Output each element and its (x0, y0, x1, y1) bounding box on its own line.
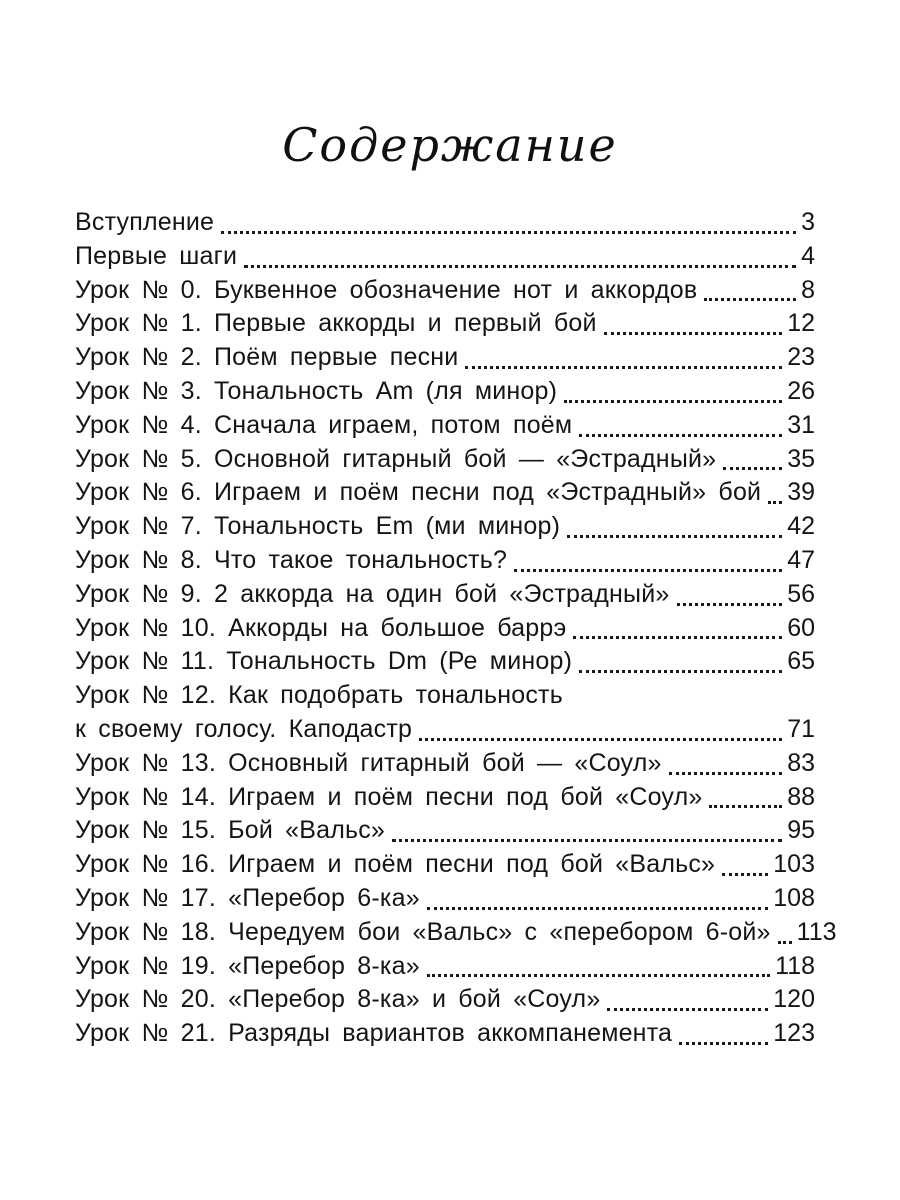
page-title: Содержание (282, 118, 618, 172)
toc-entry (75, 409, 815, 443)
toc-entry (75, 679, 815, 713)
dotted-leader (427, 882, 768, 916)
toc-entry-page-number: 123 (773, 1019, 815, 1048)
toc-entry (75, 375, 815, 409)
toc-entry (75, 443, 815, 477)
toc-entry (75, 612, 815, 646)
toc-entry-page-number: 12 (787, 309, 815, 338)
toc-entry (75, 476, 815, 510)
toc-entry-page-number: 3 (801, 208, 815, 236)
toc-entry-page-number: 31 (787, 410, 815, 439)
toc-entry-page-number: 47 (787, 545, 815, 574)
toc-entry-label: Урок № 8. Что такое тональность? (75, 545, 508, 574)
toc-entry (75, 950, 815, 984)
toc-entry-page-number: 8 (801, 275, 815, 304)
toc-entry-page-number: 26 (787, 376, 815, 405)
dotted-leader (244, 240, 796, 274)
toc-entry-page-number: 56 (787, 579, 815, 608)
toc-entry (75, 274, 815, 308)
toc-entry (75, 882, 815, 916)
toc-entry-page-number: 23 (787, 343, 815, 372)
dotted-leader (722, 848, 768, 882)
toc-entry-page-number: 4 (801, 241, 815, 270)
toc-entry (75, 747, 815, 781)
toc-entry-page-number: 42 (787, 512, 815, 541)
dotted-leader (465, 341, 782, 375)
toc-entry (75, 240, 815, 274)
dotted-leader (579, 409, 782, 443)
toc-entry-page-number: 103 (773, 850, 815, 879)
toc-entry-label: Урок № 4. Сначала играем, потом поём (75, 410, 573, 439)
dotted-leader (704, 274, 796, 308)
toc-entry (75, 510, 815, 544)
toc-entry-label: Урок № 9. 2 аккорда на один бой «Эстрадный» (75, 579, 670, 608)
toc-entry-page-number: 88 (787, 782, 815, 811)
toc-entry-page-number: 113 (796, 917, 837, 946)
toc-entry-label: Урок № 5. Основной гитарный бой — «Эстрадный» (75, 444, 717, 473)
dotted-leader (419, 713, 782, 747)
toc-entry-label: Урок № 11. Тональность Dm (Ре минор) (75, 647, 573, 676)
dotted-leader (679, 1017, 768, 1051)
toc-entry-page-number: 108 (773, 883, 815, 912)
toc-entry-label: Урок № 18. Чередуем бои «Вальс» с «перебором 6-ой» (75, 917, 771, 946)
dotted-leader (514, 544, 782, 578)
toc-entry-label: Урок № 15. Бой «Вальс» (75, 816, 386, 845)
dotted-leader (573, 612, 782, 646)
toc-entry-label: Первые шаги (75, 241, 238, 270)
dotted-leader (607, 983, 768, 1017)
toc-entry-page-number: 71 (787, 714, 815, 743)
toc-entry-label: Урок № 2. Поём первые песни (75, 343, 459, 372)
toc-entry-label: Урок № 14. Играем и поём песни под бой «Соул» (75, 782, 703, 811)
dotted-leader (579, 645, 782, 679)
toc-entry (75, 848, 815, 882)
toc-entry-label: Урок № 17. «Перебор 6-ка» (75, 883, 420, 912)
toc-entry-label: Урок № 10. Аккорды на большое баррэ (75, 613, 567, 642)
toc-entry (75, 341, 815, 375)
toc-entry-label: Урок № 21. Разряды вариантов аккомпанемента (75, 1019, 673, 1048)
dotted-leader (427, 950, 770, 984)
dotted-leader (768, 476, 782, 510)
toc-entry-page-number: 60 (787, 613, 815, 642)
toc-entry-page-number: 83 (787, 748, 815, 777)
dotted-leader (392, 814, 782, 848)
dotted-leader (604, 307, 783, 341)
dotted-leader (669, 747, 783, 781)
toc-entry (75, 544, 815, 578)
toc-entry (75, 781, 815, 815)
toc-entry-label: Урок № 0. Буквенное обозначение нот и аккордов (75, 275, 698, 304)
toc-entry-page-number: 65 (787, 647, 815, 676)
toc-entry (75, 713, 815, 747)
table-of-contents (75, 206, 837, 1051)
toc-entry (75, 814, 815, 848)
toc-entry (75, 916, 837, 950)
toc-entry-label: Вступление (75, 208, 215, 236)
toc-entry (75, 645, 815, 679)
toc-entry-label: Урок № 16. Играем и поём песни под бой «Вальс» (75, 850, 716, 879)
toc-entry-label: к своему голосу. Каподастр (75, 714, 413, 743)
toc-entry-page-number: 118 (775, 951, 815, 980)
dotted-leader (709, 781, 782, 815)
toc-entry (75, 307, 815, 341)
toc-entry-page-number: 35 (787, 444, 815, 473)
toc-entry (75, 983, 815, 1017)
toc-entry-label: Урок № 1. Первые аккорды и первый бой (75, 309, 597, 338)
dotted-leader (778, 916, 792, 950)
toc-entry-page-number: 95 (787, 816, 815, 845)
toc-entry-label: Урок № 12. Как подобрать тональность (75, 681, 563, 710)
toc-entry-label: Урок № 6. Играем и поём песни под «Эстрадный» бой (75, 478, 762, 507)
toc-entry (75, 1017, 815, 1051)
toc-entry-page-number: 120 (773, 985, 815, 1014)
toc-entry (75, 206, 815, 240)
dotted-leader (567, 510, 782, 544)
toc-entry-label: Урок № 7. Тональность Em (ми минор) (75, 512, 561, 541)
toc-entry-label: Урок № 3. Тональность Am (ля минор) (75, 376, 558, 405)
toc-entry-label: Урок № 19. «Перебор 8-ка» (75, 951, 420, 980)
toc-entry-label: Урок № 13. Основный гитарный бой — «Соул» (75, 748, 662, 777)
dotted-leader (723, 443, 782, 477)
dotted-leader (221, 206, 796, 240)
toc-entry-page-number: 39 (787, 478, 816, 507)
dotted-leader (564, 375, 782, 409)
toc-entry-label: Урок № 20. «Перебор 8-ка» и бой «Соул» (75, 985, 601, 1014)
dotted-leader (677, 578, 783, 612)
toc-entry (75, 578, 815, 612)
